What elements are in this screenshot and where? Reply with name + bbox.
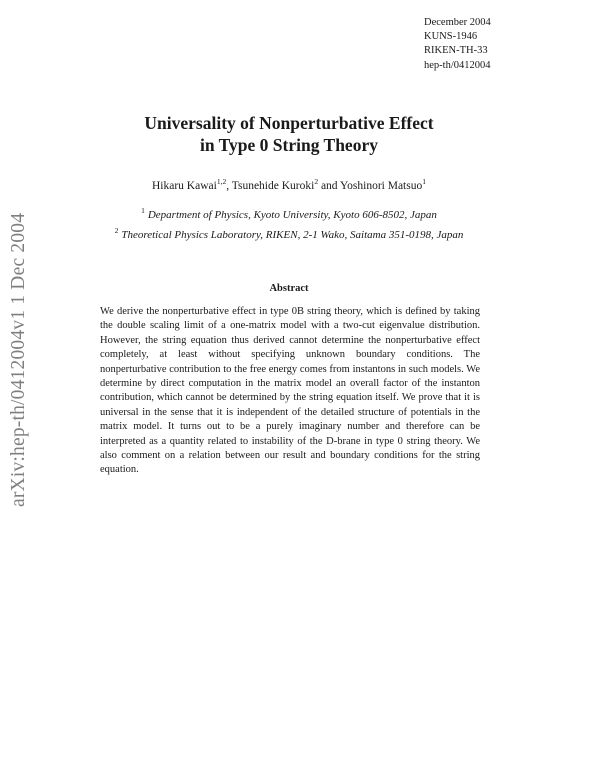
affiliation (0, 206, 578, 221)
author-affiliation-mark: 2 (314, 177, 319, 187)
report-number-kuns: KUNS-1946 (424, 31, 478, 43)
title-line-2: in Type 0 String Theory (200, 135, 378, 155)
author-name: Tsunehide Kuroki (231, 180, 315, 192)
arxiv-sidebar-stamp: arXiv:hep-th/0412004v1 1 Dec 2004 (8, 212, 29, 507)
preprint-info (424, 16, 491, 73)
affiliation-text: Theoretical Physics Laboratory, RIKEN, 2-1 Wako, Saitama 351-0198, Japan (121, 229, 464, 241)
author-name: Yoshinori Matsuo (340, 180, 423, 192)
author-list (0, 177, 578, 192)
title-line-1: Universality of Nonperturbative Effect (144, 113, 434, 133)
affiliation (0, 226, 578, 241)
preprint-date: December 2004 (424, 17, 491, 28)
author-name: Hikaru Kawai (152, 180, 217, 192)
author-separator: and (318, 180, 340, 192)
affiliation-number: 2 (114, 226, 119, 236)
abstract-heading: Abstract (269, 283, 309, 294)
abstract-body: We derive the nonperturbative effect in type 0B string theory, which is defined by taking the double scaling limit of a one-matrix model with a two-cut eigenvalue distribution. However, the string equation thus derived cannot determine the nonperturbative effect completely, at least without specifying unknown boundary conditions. The nonperturbative contribution to the free energy comes from instantons in such models. We determine by direct computation in the matrix model an overall factor of the instanton contribution, which cannot be determined by the string equation itself. We prove that it is universal in the sense that it is independent of the detailed structure of potentials in the matrix model. It turns out to be a purely imaginary number and therefore can be interpreted as a quantity related to instability of the D-brane in type 0 string theory. We also comment on a relation between our result and boundary conditions for the string equation. (100, 306, 480, 476)
author-affiliation-mark: 1 (422, 177, 426, 187)
affiliation-number: 1 (141, 206, 145, 216)
author-separator: , (226, 180, 232, 192)
arxiv-number: hep-th/0412004 (424, 59, 491, 71)
affiliation-text: Department of Physics, Kyoto University, Kyoto 606-8502, Japan (147, 209, 437, 221)
author-affiliation-mark: 1,2 (216, 177, 227, 187)
report-number-riken: RIKEN-TH-33 (424, 45, 488, 57)
paper-title (0, 112, 578, 156)
